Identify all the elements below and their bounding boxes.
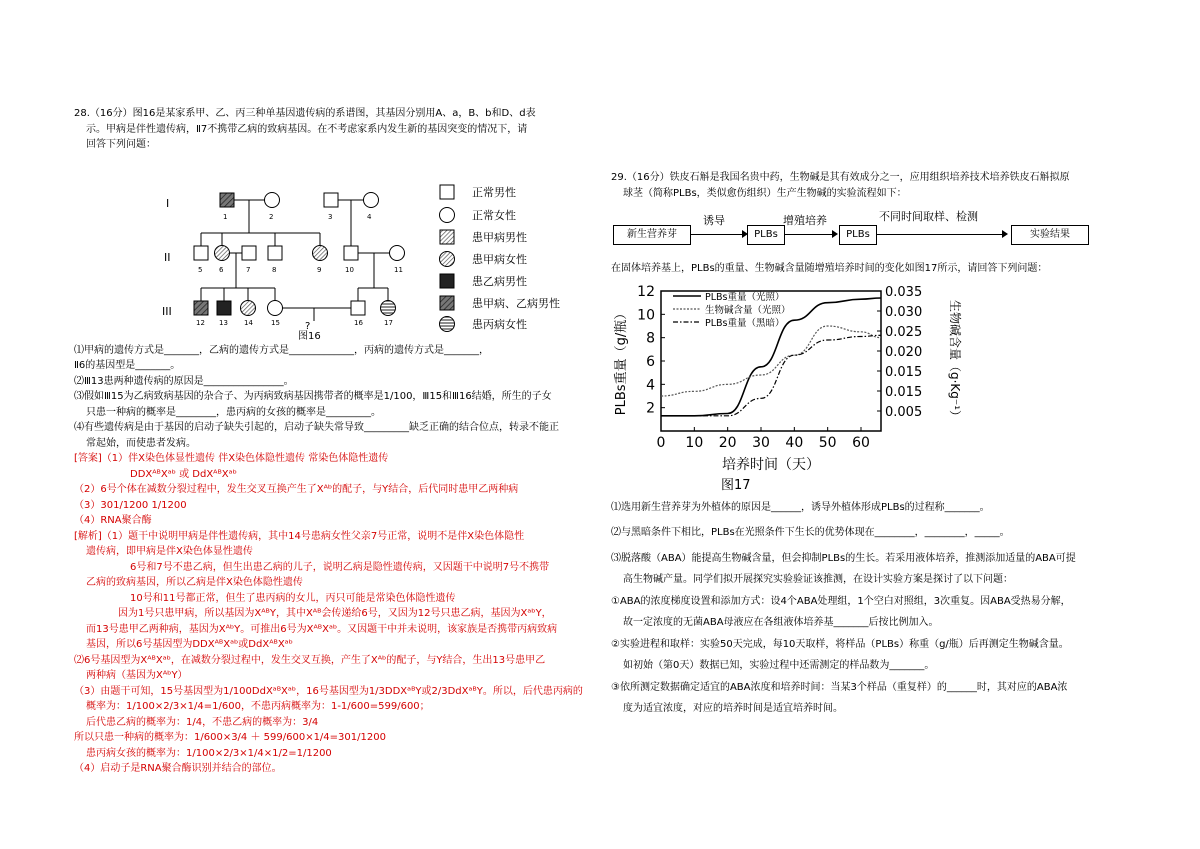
ind-num-4: 4 xyxy=(367,212,372,221)
analysis-line-14: 所以只患一种病的概率为：1/600×3/4 ＋ 599/600×1/4=301/1200 xyxy=(74,732,386,743)
x-tick-label: 60 xyxy=(852,434,870,451)
y-tick-label: 4 xyxy=(646,376,655,393)
legend-jia-female: 患甲病女性 xyxy=(472,252,527,266)
q29-header: 29.（16分）铁皮石斛是我国名贵中药，生物碱是其有效成分之一，应用组织培养技术培养铁皮石斛拟原 xyxy=(611,172,1070,183)
chart-svg xyxy=(611,281,962,493)
q29-s3b: 度为适宜浓度，对应的培养时间是适宜培养时间。 xyxy=(623,703,843,714)
ind-num-16: 16 xyxy=(354,318,363,327)
analysis-line-5: 10号和11号都正常，但生了患丙病的女儿，丙只可能是常染色体隐性遗传 xyxy=(130,592,456,604)
fig17-label: 图17 xyxy=(721,477,751,493)
analysis-line-1: [解析]（1）题干中说明甲病是伴性遗传病，其中14号患病女性父亲7号正常，说明不是伴X染色体隐性 xyxy=(74,530,525,542)
flow-arrow-3-label: 不同时间取样、检测 xyxy=(879,210,978,223)
legend-jia-male: 患甲病男性 xyxy=(472,230,527,244)
y-tick-label: 10 xyxy=(637,306,655,323)
gen-label-III: III xyxy=(162,304,172,318)
chart-fig17 xyxy=(611,281,1131,493)
q29-s1b: 故一定浓度的无菌ABA母液应在各组液体培养基_______后按比例加入。 xyxy=(623,617,939,628)
legend-normal-female: 正常女性 xyxy=(472,208,516,222)
q29-s3: ③依所测定数据确定适宜的ABA浓度和培养时间：当某3个样品（重复样）的______时，其对应的ABA浓 xyxy=(611,681,1068,693)
series-line-3 xyxy=(661,335,881,415)
y-tick-label: 8 xyxy=(646,330,655,347)
ind-num-8: 8 xyxy=(272,265,277,274)
ind-num-5: 5 xyxy=(198,265,203,274)
q28-header-2: 示。甲病是伴性遗传病，Ⅱ7不携带乙病的致病基因。在不考虑家系内发生新的基因突变的情况下，请 xyxy=(86,123,528,135)
ind-num-6: 6 xyxy=(219,265,224,274)
analysis-line-11: （3）由题干可知，15号基因型为1/100DdXᵃᴮXᵃᵇ，16号基因型为1/3DDXᵃᴮY或2/3DdXᵃᴮY。所以，后代患丙病的 xyxy=(74,685,583,697)
question-mark: ? xyxy=(305,320,311,332)
ind-num-10: 10 xyxy=(345,265,354,274)
q29-s1: ①ABA的浓度梯度设置和添加方式：设4个ABA处理组，1个空白对照组，3次重复。因ABA受热易分解， xyxy=(611,595,1071,607)
ind-num-13: 13 xyxy=(219,318,228,327)
x-tick-label: 0 xyxy=(656,434,666,451)
ind-num-15: 15 xyxy=(271,318,280,327)
analysis-line-3: 6号和7号不患乙病，但生出患乙病的儿子，说明乙病是隐性遗传病，又因题干中说明7号不携带 xyxy=(130,561,550,573)
flow-box-1: 新生营养芽 xyxy=(613,225,691,245)
analysis-line-16: （4）启动子是RNA聚合酶识别并结合的部位。 xyxy=(74,763,282,774)
y2-tick-label: 0.025 xyxy=(885,324,923,340)
legend-jiayi-male: 患甲病、乙病男性 xyxy=(472,296,560,310)
flow-box-2: PLBs xyxy=(747,225,785,245)
y-tick-label: 12 xyxy=(637,283,655,300)
flow-arrow-2-label: 增殖培养 xyxy=(783,214,827,227)
question-29 xyxy=(611,170,1131,717)
analysis-line-12: 概率为：1/100×2/3×1/4=1/600，不患丙病概率为：1-1/600=599/600； xyxy=(86,701,430,712)
y2-tick-label: 0.005 xyxy=(885,404,923,420)
q29-q3b: 高生物碱产量。同学们拟开展探究实验验证该推测，在设计实验方案是探讨了以下问题： xyxy=(623,574,1013,585)
y-tick-label: 2 xyxy=(646,400,655,417)
flow-box-3: PLBs xyxy=(839,225,877,245)
x-tick-label: 10 xyxy=(685,434,704,451)
q28-q3b: 只患一种病的概率是________，患丙病的女孩的概率是_________。 xyxy=(86,406,381,418)
x-tick-label: 50 xyxy=(818,434,837,451)
analysis-line-9: ⑵6号基因型为XᴬᴮXᵃᵇ，在减数分裂过程中，发生交叉互换，产生了Xᴬᵇ的配子，与Y结合，生出13号患甲乙 xyxy=(74,654,546,666)
analysis-line-13: 后代患乙病的概率为：1/4，不患乙病的概率为：3/4 xyxy=(86,716,319,728)
y2-tick-label: 0.015 xyxy=(885,364,923,380)
ind-num-7: 7 xyxy=(246,265,251,274)
q29-q2: ⑵与黑暗条件下相比，PLBs在光照条件下生长的优势体现在________，________，_____。 xyxy=(611,527,1010,538)
q28-header-3: 回答下列问题： xyxy=(86,139,156,150)
q28-q1: ⑴甲病的遗传方式是_______，乙病的遗传方式是_____________，丙病的遗传方式是_______， xyxy=(74,344,489,356)
q28-q2: ⑵Ⅲ13患两种遗传病的原因是________________。 xyxy=(74,375,294,387)
analysis-line-8: 基因，所以6号基因型为DDXᴬᴮXᵃᵇ或DdXᴬᴮXᵃᵇ xyxy=(86,639,293,650)
x-tick-label: 30 xyxy=(752,434,770,451)
legend-yi-male: 患乙病男性 xyxy=(472,274,527,288)
legend-label-2: 生物碱含量（光照） xyxy=(705,304,791,316)
x-tick-label: 20 xyxy=(718,434,737,451)
q29-s2b: 如初始（第0天）数据已知，实验过程中还需测定的样品数为_______。 xyxy=(623,660,935,671)
analysis-line-6: 因为1号只患甲病，所以基因为XᴬᴮY，其中Xᴬᴮ会传递给6号，又因为12号只患乙病，基因为XᵃᵇY， xyxy=(118,608,552,619)
ind-num-14: 14 xyxy=(244,318,253,327)
y-tick-label: 6 xyxy=(646,353,655,370)
pedigree-diagram xyxy=(74,153,594,325)
y-axis-label: PLBs重量（g/瓶） xyxy=(614,306,629,415)
ind-num-17: 17 xyxy=(384,318,393,327)
fig16-label: 图16 xyxy=(298,330,321,342)
ind-num-11: 11 xyxy=(394,265,403,274)
legend-bing-female-label: 患丙病女性 xyxy=(472,317,527,331)
answer-line-5: （4）RNA聚合酶 xyxy=(74,515,152,526)
ind-num-9: 9 xyxy=(317,265,322,274)
ind-num-1: 1 xyxy=(223,212,228,221)
answer-line-1: [答案]（1）伴X染色体显性遗传 伴X染色体隐性遗传 常染色体隐性遗传 xyxy=(74,453,389,464)
flow-diagram xyxy=(611,201,1131,257)
x-tick-label: 40 xyxy=(785,434,804,451)
answer-line-4: （3）301/1200 1/1200 xyxy=(74,499,187,511)
x-axis-label: 培养时间（天） xyxy=(722,456,820,473)
flow-arrow-1-label: 诱导 xyxy=(703,214,725,227)
ind-num-3: 3 xyxy=(328,212,333,221)
q29-header-2: 球茎（简称PLBs，类似愈伤组织）生产生物碱的实验流程如下： xyxy=(623,187,907,199)
q29-intro: 在固体培养基上，PLBs的重量、生物碱含量随增殖培养时间的变化如图17所示，请回答下列问题： xyxy=(611,263,1048,274)
question-28 xyxy=(74,106,594,777)
q29-q1: ⑴选用新生营养芽为外植体的原因是______，诱导外植体形成PLBs的过程称_______。 xyxy=(611,501,990,513)
series-line-2 xyxy=(661,326,881,396)
analysis-line-15: 患丙病女孩的概率为：1/100×2/3×1/4×1/2=1/1200 xyxy=(86,747,332,759)
q28-q3: ⑶假如Ⅲ15为乙病致病基因的杂合子、为丙病致病基因携带者的概率是1/100，Ⅲ15和Ⅲ16结婚，所生的子女 xyxy=(74,391,552,402)
q29-s2: ②实验进程和取样：实验50天完成，每10天取样，将样品（PLBs）称重（g/瓶）后再测定生物碱含量。 xyxy=(611,638,1069,650)
flow-box-4: 实验结果 xyxy=(1011,225,1089,245)
answer-line-2: DDXᴬᴮXᵃᵇ 或 DdXᴬᴮXᵃᵇ xyxy=(130,468,237,480)
y2-tick-label: 0.030 xyxy=(885,304,923,320)
y2-tick-label: 0.015 xyxy=(885,384,923,400)
pedigree-figure xyxy=(74,153,594,331)
analysis-line-4: 乙病的致病基因，所以乙病是伴X染色体隐性遗传 xyxy=(86,577,303,588)
y2-axis-label: 生物碱含量（g·Kg⁻¹） xyxy=(948,299,962,422)
gen-label-I: I xyxy=(166,196,170,210)
legend-normal-male: 正常男性 xyxy=(472,185,516,199)
q28-header: 28.（16分）图16是某家系甲、乙、丙三种单基因遗传病的系谱图，其基因分别用A、a，B、b和D、d表 xyxy=(74,108,536,119)
analysis-line-2: 遗传病，即甲病是伴X染色体显性遗传 xyxy=(86,546,253,557)
q29-q3: ⑶脱落酸（ABA）能提高生物碱含量，但会抑制PLBs的生长。若采用液体培养，推测添加适量的ABA可提 xyxy=(611,552,1076,564)
q28-q4b: 常起始，而使患者发病。 xyxy=(86,437,196,449)
q28-q4: ⑷有些遗传病是由于基因的启动子缺失引起的，启动子缺失常导致_________缺乏正确的结合位点，转录不能正 xyxy=(74,422,559,433)
answer-line-3: （2）6号个体在减数分裂过程中，发生交叉互换产生了Xᴬᵇ的配子，与Y结合，后代同时患甲乙两种病 xyxy=(74,484,519,495)
analysis-line-10: 两种病（基因为XᴬᵇY） xyxy=(86,670,188,681)
legend-label-1: PLBs重量（光照） xyxy=(705,291,785,303)
analysis-line-7: 而13号患甲乙两种病，基因为XᴬᵇY。可推出6号为XᴬᴮXᵃᵇ。又因题干中并未说明，该家族是否携带丙病致病 xyxy=(86,623,558,635)
y2-tick-label: 0.020 xyxy=(885,344,923,360)
y2-tick-label: 0.035 xyxy=(885,284,923,300)
q28-q1b: Ⅱ6的基因型是_______。 xyxy=(74,360,181,371)
ind-num-12: 12 xyxy=(196,318,205,327)
gen-label-II: II xyxy=(164,250,171,264)
ind-num-2: 2 xyxy=(269,212,274,221)
legend-label-3: PLBs重量（黑暗） xyxy=(705,317,785,329)
